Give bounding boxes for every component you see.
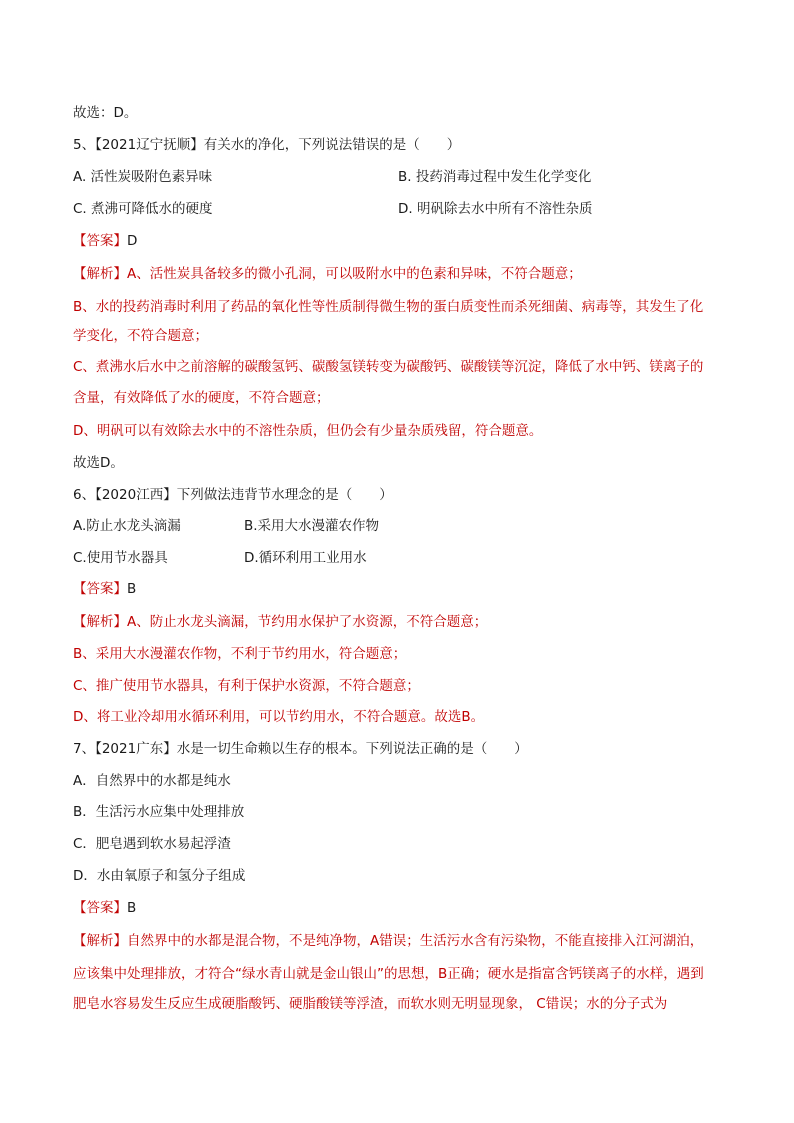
q6-option-a: A.防止水龙头滴漏	[73, 518, 181, 534]
q7-option-b: B．生活污水应集中处理排放	[73, 804, 245, 820]
q5-analysis-line-2: B、水的投药消毒时利用了药品的氧化性等性质制得微生物的蛋白质变性而杀死细菌、病毒等，其发生了化	[73, 299, 704, 315]
q6-answer	[73, 580, 734, 598]
analysis-label: 【解析】	[73, 266, 127, 282]
q6-analysis-line-4: D、将工业冷却用水循环利用，可以节约用水，不符合题意。故选B。	[73, 709, 485, 725]
q6-analysis-line-3: C、推广使用节水器具，有利于保护水资源，不符合题意；	[73, 678, 420, 694]
q5-analysis-line-3: 学变化，不符合题意；	[73, 328, 208, 344]
q6-option-c: C.使用节水器具	[73, 550, 168, 566]
q7-stem: 7、【2021广东】水是一切生命赖以生存的根本。下列说法正确的是（ ）	[73, 741, 528, 757]
answer-value: B	[127, 900, 137, 916]
q5-stem: 5、【2021辽宁抚顺】有关水的净化，下列说法错误的是（ ）	[73, 137, 461, 153]
q7-analysis-line-2: 应该集中处理排放，才符合“绿水青山就是金山银山”的思想，B正确；硬水是指富含钙镁离子的水样，遇到	[73, 966, 704, 982]
q7-option-a: A．自然界中的水都是纯水	[73, 773, 231, 789]
analysis-label: 【解析】	[73, 933, 127, 949]
q5-option-c: C. 煮沸可降低水的硬度	[73, 201, 213, 217]
analysis-text: A、活性炭具备较多的微小孔洞，可以吸附水中的色素和异味，不符合题意；	[127, 266, 582, 282]
q5-analysis-line-5: 含量，有效降低了水的硬度，不符合题意；	[73, 390, 330, 406]
answer-label: 【答案】	[73, 581, 127, 597]
q5-option-b: B. 投药消毒过程中发生化学变化	[398, 169, 592, 185]
q7-answer	[73, 899, 734, 917]
analysis-text: A、防止水龙头滴漏，节约用水保护了水资源，不符合题意；	[127, 614, 488, 630]
q5-analysis-line-6: D、明矾可以有效除去水中的不溶性杂质，但仍会有少量杂质残留，符合题意。	[73, 423, 543, 439]
answer-label: 【答案】	[73, 233, 127, 249]
q5-analysis-line-4: C、煮沸水后水中之前溶解的碳酸氢钙、碳酸氢镁转变为碳酸钙、碳酸镁等沉淀，降低了水中钙、镁离子的	[73, 359, 704, 375]
q5-analysis-line-1	[73, 265, 734, 283]
q5-option-d: D. 明矾除去水中所有不溶性杂质	[398, 201, 593, 217]
q6-analysis-line-2: B、采用大水漫灌农作物，不利于节约用水，符合题意；	[73, 646, 407, 662]
q6-option-d: D.循环利用工业用水	[244, 550, 367, 566]
answer-value: D	[127, 233, 138, 249]
answer-value: B	[127, 581, 137, 597]
answer-label: 【答案】	[73, 900, 127, 916]
q5-option-a: A. 活性炭吸附色素异味	[73, 169, 213, 185]
q6-option-b: B.采用大水漫灌农作物	[244, 518, 380, 534]
previous-answer-conclusion: 故选：D。	[73, 105, 138, 121]
q5-answer	[73, 232, 734, 250]
q5-conclusion: 故选D。	[73, 455, 124, 471]
analysis-text: 自然界中的水都是混合物，不是纯净物，A错误；生活污水含有污染物，不能直接排入江河湖泊，	[127, 933, 704, 949]
q6-stem: 6、【2020江西】下列做法违背节水理念的是（ ）	[73, 487, 393, 503]
analysis-label: 【解析】	[73, 614, 127, 630]
q7-analysis-line-3: 肥皂水容易发生反应生成硬脂酸钙、硬脂酸镁等浮渣，而软水则无明显现象， C错误；水的分子式为	[73, 996, 668, 1012]
q7-analysis-line-1	[73, 932, 734, 950]
q6-analysis-line-1	[73, 613, 734, 631]
q7-option-d: D．水由氧原子和氢分子组成	[73, 868, 246, 884]
q7-option-c: C．肥皂遇到软水易起浮渣	[73, 836, 231, 852]
